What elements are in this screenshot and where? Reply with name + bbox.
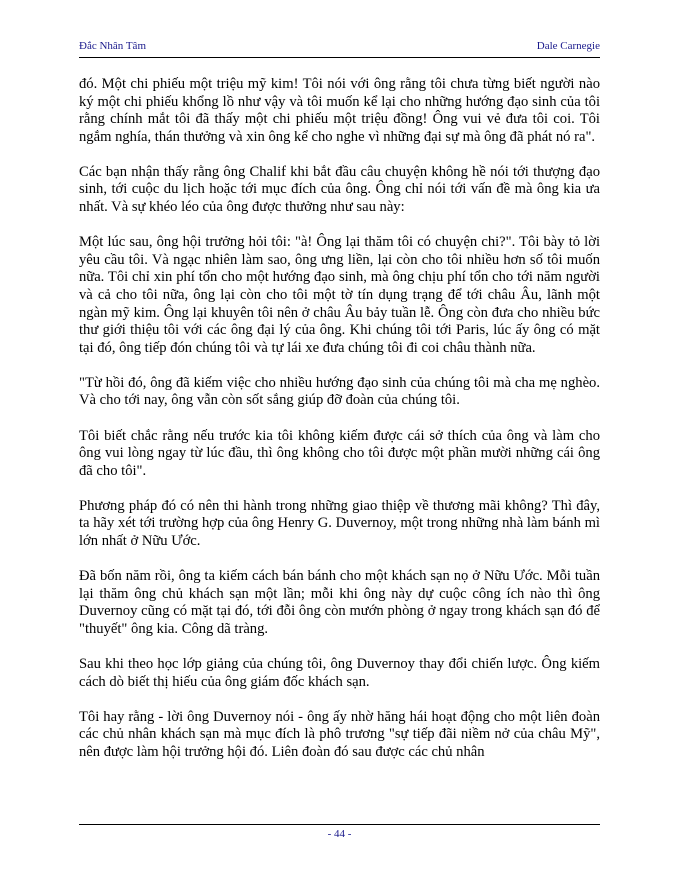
book-title: Đắc Nhân Tâm: [79, 40, 146, 52]
paragraph: Tôi hay rằng - lời ông Duvernoy nói - ông ấy nhờ hăng hái hoạt động cho một liên đoàn các chủ nhân khách sạn mà mục đích là phô trương "sự tiếp đãi niềm nở của châu Mỹ", nên được làm hội trưởng hội đó. Liên đoàn đó sau được các chủ nhân: [79, 708, 600, 760]
paragraph: "Từ hồi đó, ông đã kiếm việc cho nhiều hướng đạo sinh của chúng tôi mà cha mẹ nghèo. Và cho tới nay, ông vẫn còn sốt sắng giúp đỡ đoàn của chúng tôi.: [79, 374, 600, 409]
paragraph: Các bạn nhận thấy rằng ông Chalif khi bắt đầu câu chuyện không hề nói tới thượng đạo sinh, tới cuộc du lịch hoặc tới mục đích của ông. Ông chỉ nói tới vấn đề mà ông kia ưa nhất. Và sự khéo léo của ông được thưởng như sau này:: [79, 163, 600, 216]
footer-divider: [79, 824, 600, 825]
paragraph: Sau khi theo học lớp giảng của chúng tôi, ông Duvernoy thay đổi chiến lược. Ông kiếm cách dò biết thị hiếu của ông giám đốc khách sạn.: [79, 655, 600, 690]
paragraph: Một lúc sau, ông hội trưởng hỏi tôi: "à! Ông lại thăm tôi có chuyện chi?". Tôi bày tỏ lời yêu cầu tôi. Và ngạc nhiên làm sao, ông ưng liền, lại còn cho tôi nhiều hơn số tôi muốn nữa. Tôi chỉ xin phí tổn cho một hướng đạo sinh, mà ông chịu phí tổn cho tới năm người và cả cho tôi nữa, ông lại còn cho tôi một tờ tín dụng trạng để tới châu Âu, lãnh một ngàn mỹ kim. Ông lại khuyên tôi nên ở châu Âu bảy tuần lễ. Ông còn đưa cho nhiều bức thư giới thiệu tôi với các ông đại lý của ông. Khi chúng tôi tới Paris, lúc ấy ông có mặt tại đó, ông tiếp đón chúng tôi và tự lái xe đưa chúng tôi đi coi châu thành nữa.: [79, 234, 600, 356]
page-header: [79, 37, 600, 58]
body-text: [79, 76, 600, 779]
paragraph: Đã bốn năm rồi, ông ta kiếm cách bán bánh cho một khách sạn nọ ở Nữu Ước. Mỗi tuần lại thăm ông chủ khách sạn một lần; mỗi khi ông này dự cuộc công ích nào thì ông Duvernoy cũng có mặt tại đó, tới đỗi ông còn mướn phòng ở ngay trong khách sạn đó để "thuyết" ông kia. Công dã tràng.: [79, 568, 600, 637]
paragraph: Phương pháp đó có nên thi hành trong những giao thiệp về thương mãi không? Thì đây, ta hãy xét tới trường hợp của ông Henry G. Duvernoy, một trong những nhà làm bánh mì lớn nhất ở Nữu Ước.: [79, 497, 600, 549]
paragraph: Tôi biết chắc rằng nếu trước kia tôi không kiếm được cái sở thích của ông và làm cho ông vui lòng ngay từ lúc đầu, thì ông không cho tôi được một phần mười những cái ông đã cho tôi".: [79, 427, 600, 479]
paragraph: đó. Một chi phiếu một triệu mỹ kim! Tôi nói với ông rằng tôi chưa từng biết người nào ký một chi phiếu khổng lồ như vậy và tôi muốn kể lại cho những hướng đạo sinh của tôi rằng chính mắt tôi đã thấy một chi phiếu một triệu đồng! Ông vui vẻ đưa tôi coi. Tôi ngắm nghía, thán thưởng và xin ông kể cho nghe vì những đại sự mà ông đã phát nó ra".: [79, 76, 600, 145]
page-number: - 44 -: [327, 828, 352, 840]
author-name: Dale Carnegie: [536, 40, 600, 52]
